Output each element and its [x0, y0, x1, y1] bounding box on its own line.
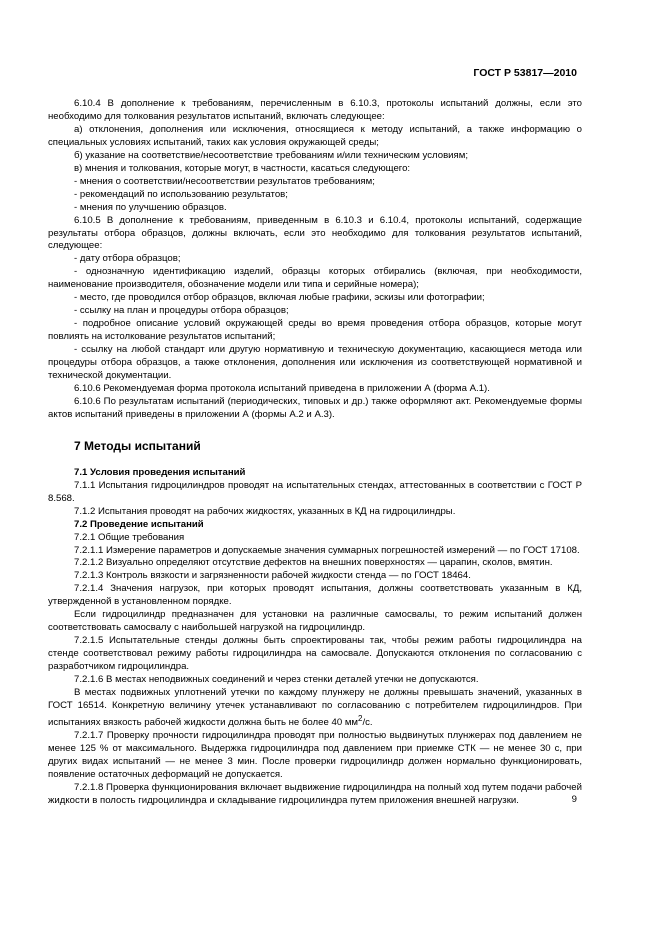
- dash-item: - ссылку на любой стандарт или другую нормативную и техническую документацию, касающиеся метода или процедуры отбора образцов, а также отклонения, дополнения или исключения из соответствующей нормативной и технической документации.: [48, 344, 582, 382]
- list-item-v: в) мнения и толкования, которые могут, в частности, касаться следующего:: [74, 162, 411, 174]
- dash-item: - мнения о соответствии/несоответствии результатов требованиям;: [74, 175, 375, 187]
- paragraph-7-1-1: 7.1.1 Испытания гидроцилиндров проводят на испытательных стендах, аттестованных в соответствии с ГОСТ Р 8.568.: [48, 479, 582, 504]
- paragraph-6-10-5: 6.10.5 В дополнение к требованиям, приведенным в 6.10.3 и 6.10.4, протоколы испытаний, содержащие результаты отбора образцов, должны включать, если это необходимо для толкования результатов испытаний, следующее:: [48, 214, 582, 252]
- paragraph-6-10-4: 6.10.4 В дополнение к требованиям, перечисленным в 6.10.3, протоколы испытаний должны, если это необходимо для толкования результатов испытаний, включать следующее:: [48, 98, 582, 122]
- list-item-a: а) отклонения, дополнения или исключения, относящиеся к методу испытаний, а также информацию о специальных условиях испытаний, таких как условия окружающей среды;: [48, 123, 582, 148]
- paragraph-7-2-1-1: 7.2.1.1 Измерение параметров и допускаемые значения суммарных погрешностей измерений — по ГОСТ 17108.: [74, 544, 580, 556]
- paragraph-6-10-6-acts: 6.10.6 По результатам испытаний (периодических, типовых и др.) также оформляют акт. Рекомендуемые формы актов испытаний приведены в приложении А (формы А.2 и А.3).: [48, 395, 582, 420]
- paragraph-7-2-1-7: 7.2.1.7 Проверку прочности гидроцилиндра проводят при полностью выдвинутых плунжерах под давлением не менее 125 % от максимального. Выдержка гидроцилиндра под давлением при приемке СТК — не менее 30 с, при других видах испытаний — не менее 3 мин. После проверки гидроцилиндр должен нормально функционировать, появление остаточных деформаций не допускается.: [48, 730, 582, 780]
- text-run: В местах подвижных уплотнений утечки по каждому плунжеру не должны превышать значений, указанных в ГОСТ 16514. Конкретную величину утечек устанавливают по согласованию с потребителем гидроцилиндров. При испытаниях вязкость рабочей жидкости должна быть не более 40 мм: [48, 686, 582, 729]
- page-number: 9: [571, 794, 577, 805]
- paragraph-7-2-1-4-cont: Если гидроцилиндр предназначен для установки на различные самосвалы, то режим испытаний должен соответствовать самосвалу с наибольшей нагрузкой на гидроцилиндр.: [48, 609, 582, 634]
- list-item-b: б) указание на соответствие/несоответствие требованиям и/или техническим условиям;: [74, 149, 468, 161]
- paragraph-7-2-1: 7.2.1 Общие требования: [74, 531, 185, 543]
- page-body: [48, 98, 582, 808]
- document-id: ГОСТ Р 53817—2010: [473, 67, 577, 79]
- paragraph-7-2-1-5: 7.2.1.5 Испытательные стенды должны быть спроектированы так, чтобы режим работы гидроцилиндра на стенде соответствовал режиму работы гидроцилиндра на самосвале. Допускаются отклонения по согласованию с разработчиком гидроцилиндра.: [48, 635, 582, 673]
- dash-item: - мнения по улучшению образцов.: [74, 201, 227, 213]
- dash-item: - подробное описание условий окружающей среды во время проведения отбора образцов, которые могут повлиять на истолкование результатов испытаний;: [48, 318, 582, 343]
- text-run: /с.: [362, 717, 373, 729]
- paragraph-7-2-1-6-cont: [48, 687, 582, 730]
- dash-item: - место, где проводился отбор образцов, включая любые графики, эскизы или фотографии;: [74, 292, 485, 304]
- paragraph-7-2-1-6: 7.2.1.6 В местах неподвижных соединений и через стенки деталей утечки не допускаются.: [74, 674, 479, 686]
- paragraph-7-2-1-2: 7.2.1.2 Визуально определяют отсутствие дефектов на внешних поверхностях — царапин, сколов, вмятин.: [74, 557, 553, 569]
- dash-item: - рекомендаций по использованию результатов;: [74, 188, 288, 200]
- superscript: 2: [358, 713, 363, 723]
- paragraph-7-2-1-3: 7.2.1.3 Контроль вязкости и загрязненности рабочей жидкости стенда — по ГОСТ 18464.: [74, 570, 471, 582]
- section-title: 7 Методы испытаний: [74, 438, 201, 453]
- subsection-title: 7.1 Условия проведения испытаний: [74, 466, 246, 478]
- paragraph-7-1-2: 7.1.2 Испытания проводят на рабочих жидкостях, указанных в КД на гидроцилиндры.: [74, 505, 456, 517]
- dash-item: - ссылку на план и процедуры отбора образцов;: [74, 305, 289, 317]
- paragraph-6-10-6: 6.10.6 Рекомендуемая форма протокола испытаний приведена в приложении А (форма А.1).: [74, 382, 490, 394]
- paragraph-7-2-1-4: 7.2.1.4 Значения нагрузок, при которых проводят испытания, должны соответствовать указанным в КД, утвержденной в установленном порядке.: [48, 583, 582, 608]
- paragraph-7-2-1-8: 7.2.1.8 Проверка функционирования включает выдвижение гидроцилиндра на полный ход путем подачи рабочей жидкости в полость гидроцилиндра и складывание гидроцилиндра путем приложения внешней нагрузки.: [48, 781, 582, 806]
- dash-item: - дату отбора образцов;: [74, 253, 181, 265]
- subsection-title: 7.2 Проведение испытаний: [74, 518, 204, 530]
- dash-item: - однозначную идентификацию изделий, образцы которых отбирались (включая, при необходимости, наименование производителя, обозначение модели или типа и серийные номера);: [48, 266, 582, 291]
